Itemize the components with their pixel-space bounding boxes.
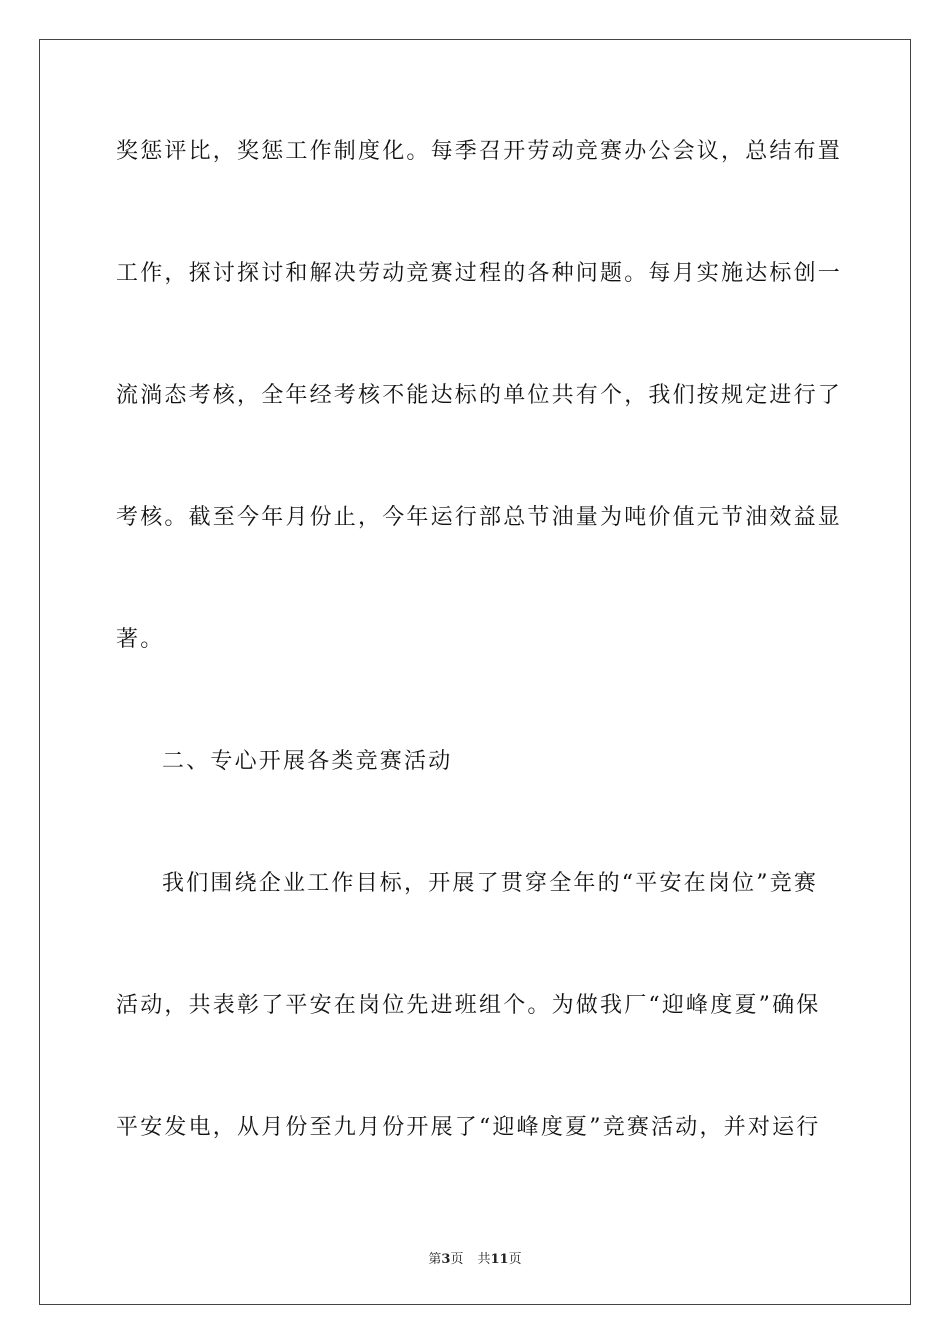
paragraph-first-line: 我们围绕企业工作目标，开展了贯穿全年的“平安在岗位”竞赛	[162, 871, 819, 896]
text-line: 平安发电，从月份至九月份开展了“迎峰度夏”竞赛活动，并对运行	[116, 1115, 821, 1140]
section-heading: 二、专心开展各类竞赛活动	[162, 749, 453, 774]
text-line: 著。	[116, 627, 165, 652]
total-prefix: 共	[477, 1252, 491, 1267]
text-line: 考核。截至今年月份止，今年运行部总节油量为吨价值元节油效益显	[116, 505, 843, 530]
text-line: 活动，共表彰了平安在岗位先进班组个。为做我厂“迎峰度夏”确保	[116, 993, 821, 1018]
text-line: 流淌态考核，全年经考核不能达标的单位共有个，我们按规定进行了	[116, 383, 843, 408]
page-suffix: 页	[450, 1252, 464, 1267]
total-label	[477, 1248, 521, 1267]
page-label	[428, 1248, 463, 1267]
page-prefix: 第	[428, 1252, 442, 1267]
total-suffix: 页	[508, 1252, 522, 1267]
text-line: 奖惩评比，奖惩工作制度化。每季召开劳动竞赛办公会议，总结布置	[116, 139, 843, 164]
page-number: 3	[441, 1252, 451, 1267]
total-pages: 11	[490, 1252, 509, 1267]
document-body	[116, 130, 843, 1228]
page-footer	[0, 1248, 950, 1267]
text-line: 工作，探讨探讨和解决劳动竞赛过程的各种问题。每月实施达标创一	[116, 261, 843, 286]
